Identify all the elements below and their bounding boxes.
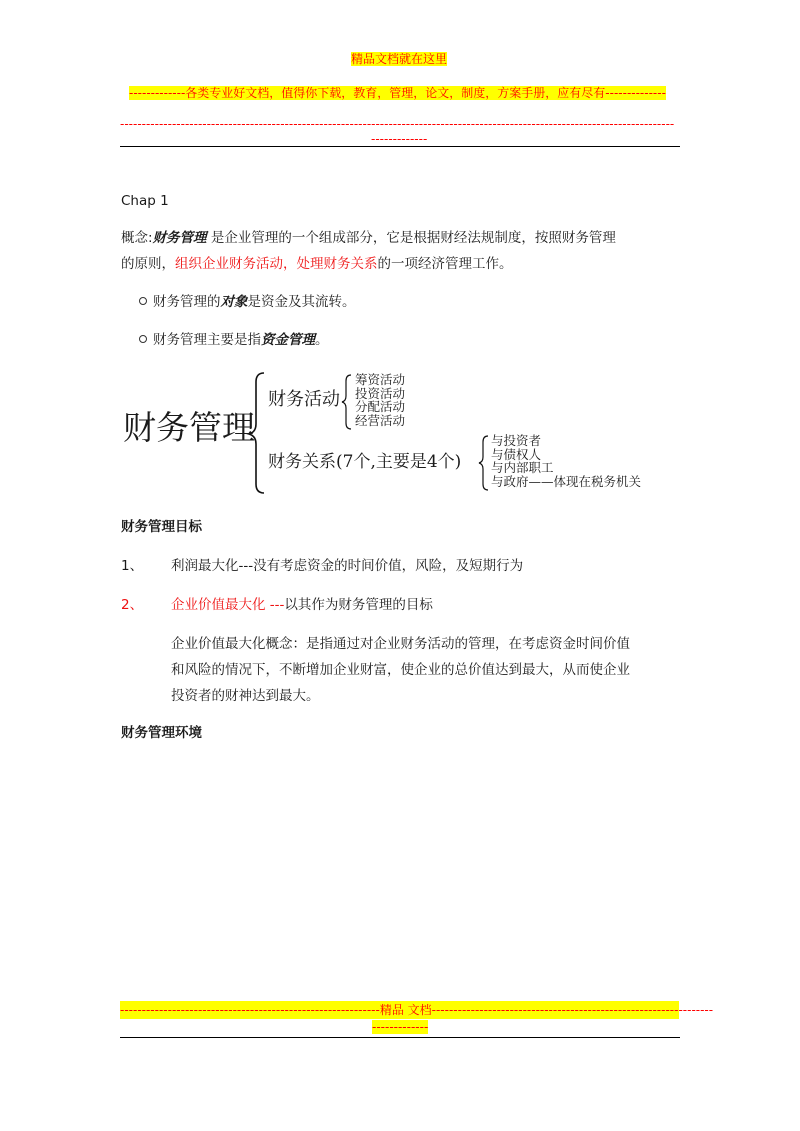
concept-l2-end: 的一项经济管理工作。 (377, 256, 513, 272)
activity-item: 经营活动 (355, 412, 406, 428)
activity-item: 投资活动 (355, 385, 406, 401)
relation-item: 与政府——体现在税务机关 (491, 473, 642, 489)
goal-2-highlight: 企业价值最大化 --- (171, 597, 285, 613)
header-title: 精品文档就在这里 (351, 52, 448, 66)
header-dashes-2: ------------- (371, 132, 428, 146)
bullet1-text-a: 财务管理的 (153, 294, 221, 310)
goal-2-text: 以其作为财务管理的目标 (284, 597, 433, 613)
chapter-title: Chap 1 (121, 193, 169, 209)
goal-2-line (171, 593, 433, 617)
goal-1-text: 利润最大化---没有考虑资金的时间价值，风险，及短期行为 (171, 558, 524, 574)
header-dashes-1: -------------------------------------------------------------------------------------------------------------------------------- (120, 117, 675, 131)
definition-line: 投资者的财神达到最大。 (171, 688, 320, 704)
footer-rule (120, 1037, 680, 1038)
concept-l2-start: 的原则， (121, 256, 175, 272)
relations-brace-icon (479, 436, 488, 490)
footer-title: 精品 文档 (379, 1003, 432, 1017)
footer-dashes-left: ------------------------------------------------------------ (120, 1003, 380, 1017)
bullet2-term: 资金管理 (261, 332, 315, 348)
goal-2-number: 2、 (121, 597, 144, 613)
footer-dashes-2: ------------- (372, 1020, 429, 1034)
relation-item: 与投资者 (491, 433, 542, 448)
concept-text: 是企业管理的一个组成部分，它是根据财经法规制度，按照财务管理 (206, 230, 616, 246)
footer-dashes-right: ----------------------------------------------------------------- (431, 1003, 714, 1017)
goal-1-number: 1、 (121, 558, 144, 574)
relation-item: 与内部职工 (491, 460, 554, 475)
definition-line: 企业价值最大化概念：是指通过对企业财务活动的管理，在考虑资金时间价值 (171, 636, 630, 652)
bullet1-text-c: 是资金及其流转。 (247, 294, 356, 310)
bullet1-term: 对象 (220, 294, 248, 310)
concept-l2-highlight: 组织企业财务活动，处理财务关系 (175, 256, 378, 272)
diagram-root: 财务管理 (123, 408, 255, 447)
concept-term: 财务管理 (152, 230, 207, 246)
activities-brace-icon (342, 375, 351, 429)
diagram-branch-relations: 财务关系(7个,主要是4个) (268, 452, 462, 472)
goal-2-definition (171, 631, 630, 709)
header-tagline: -------------各类专业好文档，值得你下载，教育，管理，论文，制度，方案手册，应有尽有-------------- (129, 86, 666, 100)
footer-banner (120, 1001, 714, 1019)
concept-prefix: 概念: (121, 230, 153, 246)
activity-item: 筹资活动 (355, 372, 406, 387)
bullet2-text-c: 。 (315, 332, 329, 348)
environment-heading: 财务管理环境 (121, 725, 202, 741)
goals-heading: 财务管理目标 (121, 519, 202, 535)
bullet2-text-a: 财务管理主要是指 (153, 332, 261, 348)
definition-line: 和风险的情况下，不断增加企业财富，使企业的总价值达到最大，从而使企业 (171, 662, 630, 678)
activities-list (355, 373, 405, 427)
diagram-branch-activities: 财务活动 (268, 389, 340, 410)
relations-list (491, 434, 641, 488)
relation-item: 与债权人 (491, 446, 542, 462)
activity-item: 分配活动 (355, 399, 406, 414)
